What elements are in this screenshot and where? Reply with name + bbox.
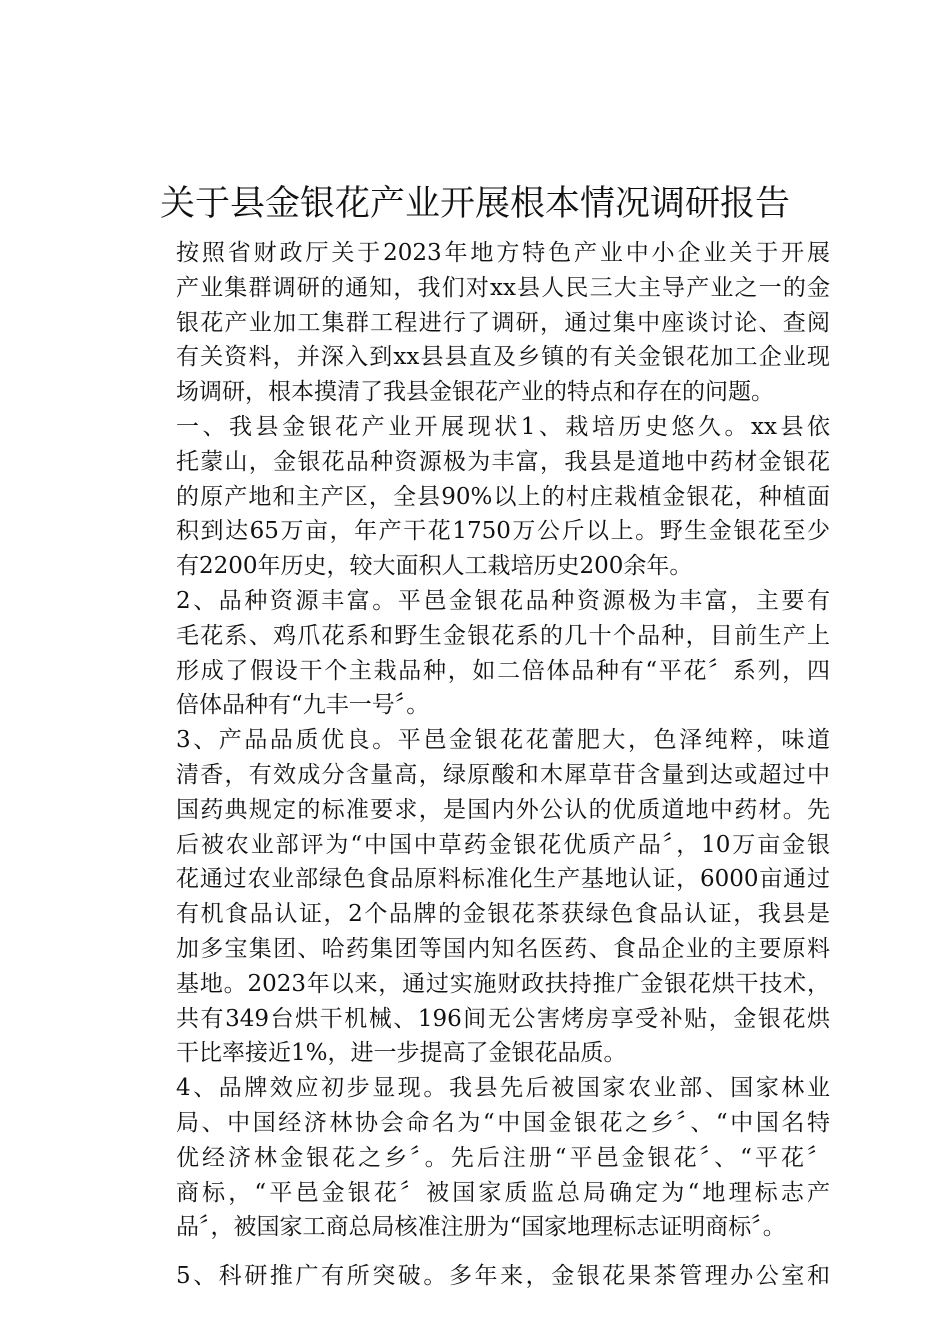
text-line: 优经济林金银花之乡〞。先后注册“平邑金银花〞、“平花〞 [176,1144,830,1171]
text-line: 5、科研推广有所突破。多年来，金银花果茶管理办公室和 [176,1263,830,1290]
text-line: 一、我县金银花产业开展现状1、栽培历史悠久。xx县依 [176,413,830,440]
text-line: 局、中国经济林协会命名为“中国金银花之乡〞、“中国名特 [176,1109,830,1136]
paragraph-quality [130,723,830,1071]
text-line: 产业集群调研的通知，我们对xx县人民三大主导产业之一的金 [176,274,830,301]
text-line: 积到达65万亩，年产干花1750万公斤以上。野生金银花至少 [176,518,830,545]
paragraph-varieties [130,584,830,723]
text-line: 倍体品种有“九丰一号〞。 [176,692,430,719]
text-line: 有关资料，并深入到xx县县直及乡镇的有关金银花加工企业现 [176,344,830,371]
text-line: 托蒙山，金银花品种资源极为丰富，我县是道地中药材金银花 [176,448,830,475]
text-line: 干比率接近1%，进一步提高了金银花品质。 [176,1040,627,1067]
paragraph-spacer [130,1245,830,1259]
text-line: 清香，有效成分含量高，绿原酸和木犀草苷含量到达或超过中 [176,761,830,788]
document-title: 关于县金银花产业开展根本情况调研报告 [159,184,790,224]
text-line: 2、品种资源丰富。平邑金银花品种资源极为丰富，主要有 [176,587,830,614]
text-line: 共有349台烘干机械、196间无公害烤房享受补贴，金银花烘 [176,1005,830,1032]
text-line: 基地。2023年以来，通过实施财政扶持推广金银花烘干技术， [176,970,830,997]
text-line: 形成了假设干个主栽品种，如二倍体品种有“平花〞系列，四 [176,657,830,684]
paragraph-brand [130,1071,830,1245]
text-line: 的原产地和主产区，全县90%以上的村庄栽植金银花，种植面 [176,483,830,510]
text-line: 4、品牌效应初步显现。我县先后被国家农业部、国家林业 [176,1075,830,1102]
text-line: 场调研，根本摸清了我县金银花产业的特点和存在的问题。 [176,379,774,406]
paragraph-research [130,1259,830,1294]
text-line: 银花产业加工集群工程进行了调研，通过集中座谈讨论、查阅 [176,309,830,336]
text-line: 加多宝集团、哈药集团等国内知名医药、食品企业的主要原料 [176,935,830,962]
text-line: 品〞，被国家工商总局核准注册为“国家地理标志证明商标〞。 [176,1214,786,1241]
text-line: 花通过农业部绿色食品原料标准化生产基地认证，6000亩通过 [176,866,830,893]
paragraph-intro [130,236,830,410]
text-line: 毛花系、鸡爪花系和野生金银花系的几十个品种，目前生产上 [176,622,830,649]
text-line: 国药典规定的标准要求，是国内外公认的优质道地中药材。先 [176,796,830,823]
paragraph-section-1 [130,410,830,584]
text-line: 按照省财政厅关于2023年地方特色产业中小企业关于开展 [176,240,830,266]
text-line: 有2200年历史，较大面积人工栽培历史200余年。 [176,553,693,580]
text-line: 商标，“平邑金银花〞被国家质监总局确定为“地理标志产 [176,1179,830,1206]
text-line: 3、产品品质优良。平邑金银花花蕾肥大，色泽纯粹，味道 [176,727,830,754]
text-line: 有机食品认证，2个品牌的金银花茶获绿色食品认证，我县是 [176,901,830,928]
document-body [130,236,830,1294]
text-line: 后被农业部评为“中国中草药金银花优质产品〞，10万亩金银 [176,831,830,858]
